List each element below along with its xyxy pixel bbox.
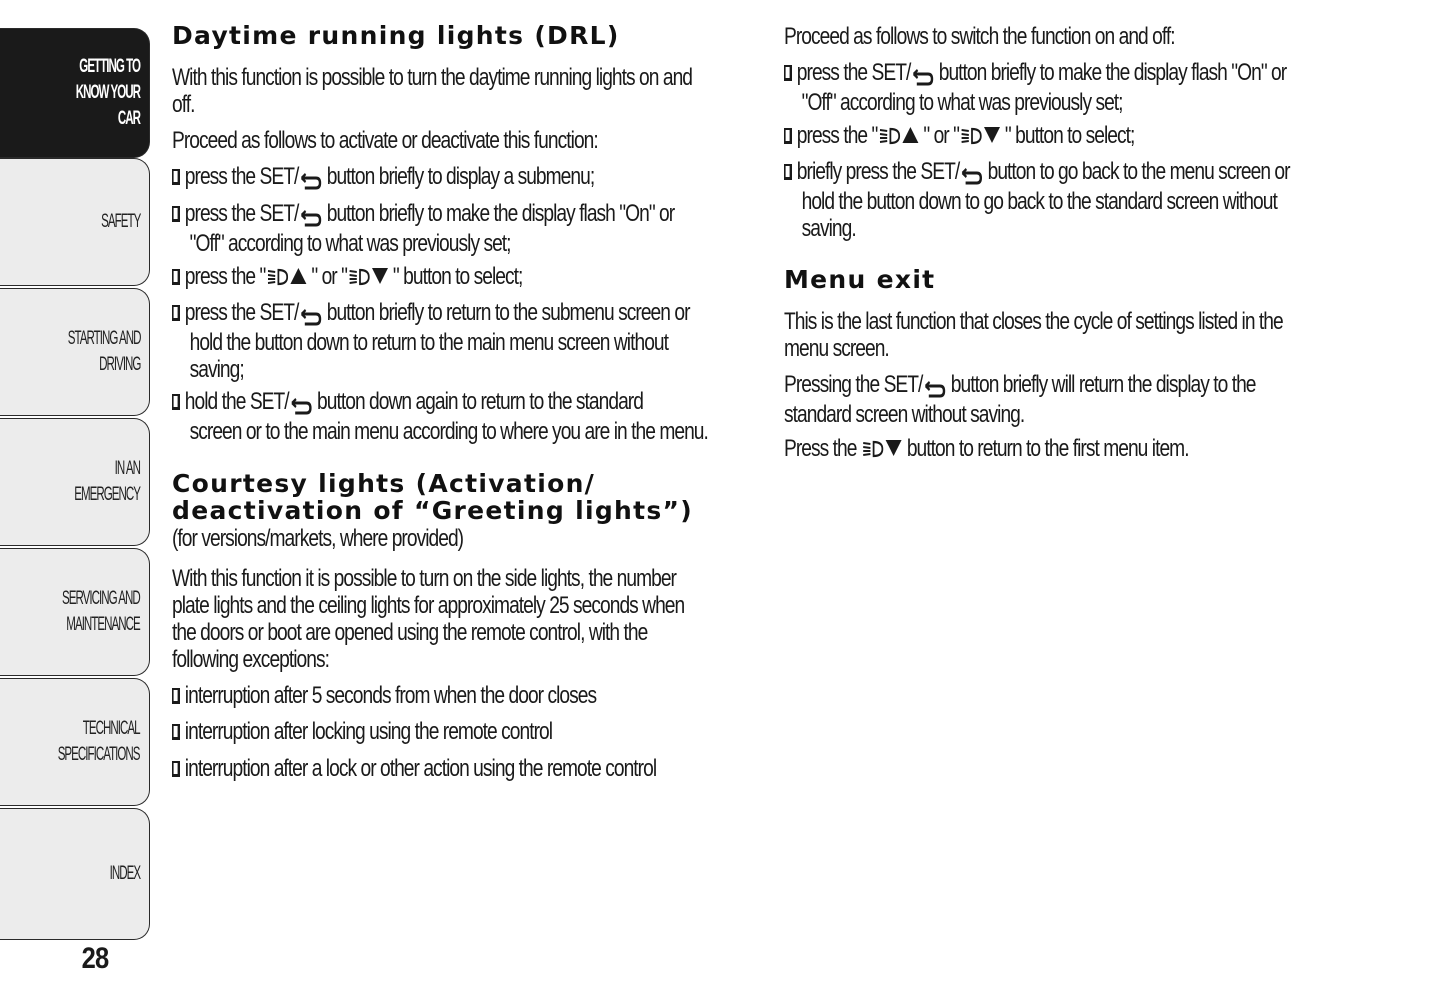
checkbox-bullet-icon [784, 164, 792, 180]
tab-label-line1: TECHNICAL [83, 718, 140, 739]
list-item: interruption after a lock or other action using the remote control [172, 755, 777, 782]
return-icon [910, 67, 934, 89]
tab-label-line1: IN AN EMERGENCY [74, 458, 140, 505]
return-icon [298, 171, 322, 193]
return-icon [959, 166, 983, 188]
sidebar-tab-in-an-emergency[interactable] [0, 418, 150, 546]
drl-intro: With this function is possible to turn the daytime running lights on and off. [172, 64, 693, 118]
courtesy-subtitle: (for versions/markets, where provided) [172, 525, 464, 552]
courtesy-paragraph: With this function it is possible to turn on the side lights, the number plate lights and the ceiling lights for approximately 25 seconds when the doors or boot are opened using the remote control, with the following exceptions: [172, 565, 685, 673]
list-item: press the " " or " " button to select; [784, 122, 1222, 149]
courtesy-heading: Courtesy lights (Activation/ deactivation of “Greeting lights”) [172, 469, 694, 525]
checkbox-bullet-icon [172, 169, 180, 185]
checkbox-bullet-icon [172, 724, 180, 740]
daytime-running-light-icon [347, 266, 371, 288]
sidebar-tab-index[interactable] [0, 808, 150, 940]
tab-label-line2: DRIVING [98, 354, 140, 375]
tab-label-line1: INDEX [109, 863, 140, 884]
checkbox-bullet-icon [172, 688, 180, 704]
arrow-up-icon [901, 125, 919, 145]
return-icon [289, 396, 313, 418]
checkbox-bullet-icon [172, 761, 180, 777]
sidebar-tab-servicing-and-maintenance[interactable] [0, 548, 150, 676]
daytime-running-light-icon [877, 125, 901, 147]
list-item: interruption after locking using the remote control [172, 718, 647, 745]
list-item: briefly press the SET/ button to go back to the menu screen or hold the button down to go back to the standard screen without saving. [784, 158, 1416, 242]
list-item: press the SET/ button briefly to make the display flash "On" or "Off" according to what was previously set; [172, 200, 800, 257]
list-item: hold the SET/ button down again to return to the standard screen or to the main menu according to where you are in the menu. [172, 388, 842, 445]
return-icon [298, 208, 322, 230]
sidebar-tab-starting-and-driving[interactable] [0, 288, 150, 416]
return-icon [922, 379, 946, 401]
tab-label-line2: SPECIFICATIONS [58, 744, 140, 765]
menu-exit-paragraph: Pressing the SET/ button briefly will return the display to the standard screen without saving. [784, 371, 1256, 428]
sidebar-tab-getting-to-know-your-car[interactable] [0, 28, 150, 158]
checkbox-bullet-icon [172, 305, 180, 321]
sidebar-tab-safety[interactable] [0, 158, 150, 286]
list-item: interruption after 5 seconds from when the door closes [172, 682, 702, 709]
checkbox-bullet-icon [784, 65, 792, 81]
checkbox-bullet-icon [784, 128, 792, 144]
checkbox-bullet-icon [172, 394, 180, 410]
drl-heading: Daytime running lights (DRL) [172, 21, 620, 50]
right-proceed: Proceed as follows to switch the function on and off: [784, 23, 1175, 50]
sidebar-tab-technical-specifications[interactable] [0, 678, 150, 806]
checkbox-bullet-icon [172, 269, 180, 285]
arrow-down-icon [371, 266, 389, 286]
tab-label-line1: SAFETY [100, 211, 140, 232]
list-item: press the SET/ button briefly to display a submenu; [172, 163, 700, 193]
tab-label-line2: MAINTENANCE [66, 614, 140, 635]
menu-exit-paragraph: This is the last function that closes the cycle of settings listed in the menu screen. [784, 308, 1283, 362]
daytime-running-light-icon [959, 125, 983, 147]
list-item: press the SET/ button briefly to return to the submenu screen or hold the button down to return to the main menu screen without saving; [172, 299, 819, 383]
menu-exit-heading: Menu exit [784, 265, 936, 294]
arrow-down-icon [983, 125, 1001, 145]
list-item: press the " " or " " button to select; [172, 263, 610, 290]
tab-label-line1: STARTING AND [67, 328, 140, 349]
menu-exit-paragraph: Press the button to return to the first menu item. [784, 435, 1189, 462]
drl-proceed: Proceed as follows to activate or deactivate this function: [172, 127, 598, 154]
tab-label-line1: GETTING TO [79, 56, 140, 77]
tab-label-line2: KNOW YOUR CAR [75, 82, 140, 129]
daytime-running-light-icon [861, 438, 885, 460]
arrow-down-icon [885, 438, 903, 458]
list-item: press the SET/ button briefly to make the display flash "On" or "Off" according to what was previously set; [784, 59, 1412, 116]
return-icon [298, 307, 322, 329]
daytime-running-light-icon [265, 266, 289, 288]
arrow-up-icon [289, 266, 307, 286]
page-number: 28 [81, 942, 109, 975]
checkbox-bullet-icon [172, 206, 180, 222]
tab-label-line1: SERVICING AND [62, 588, 140, 609]
